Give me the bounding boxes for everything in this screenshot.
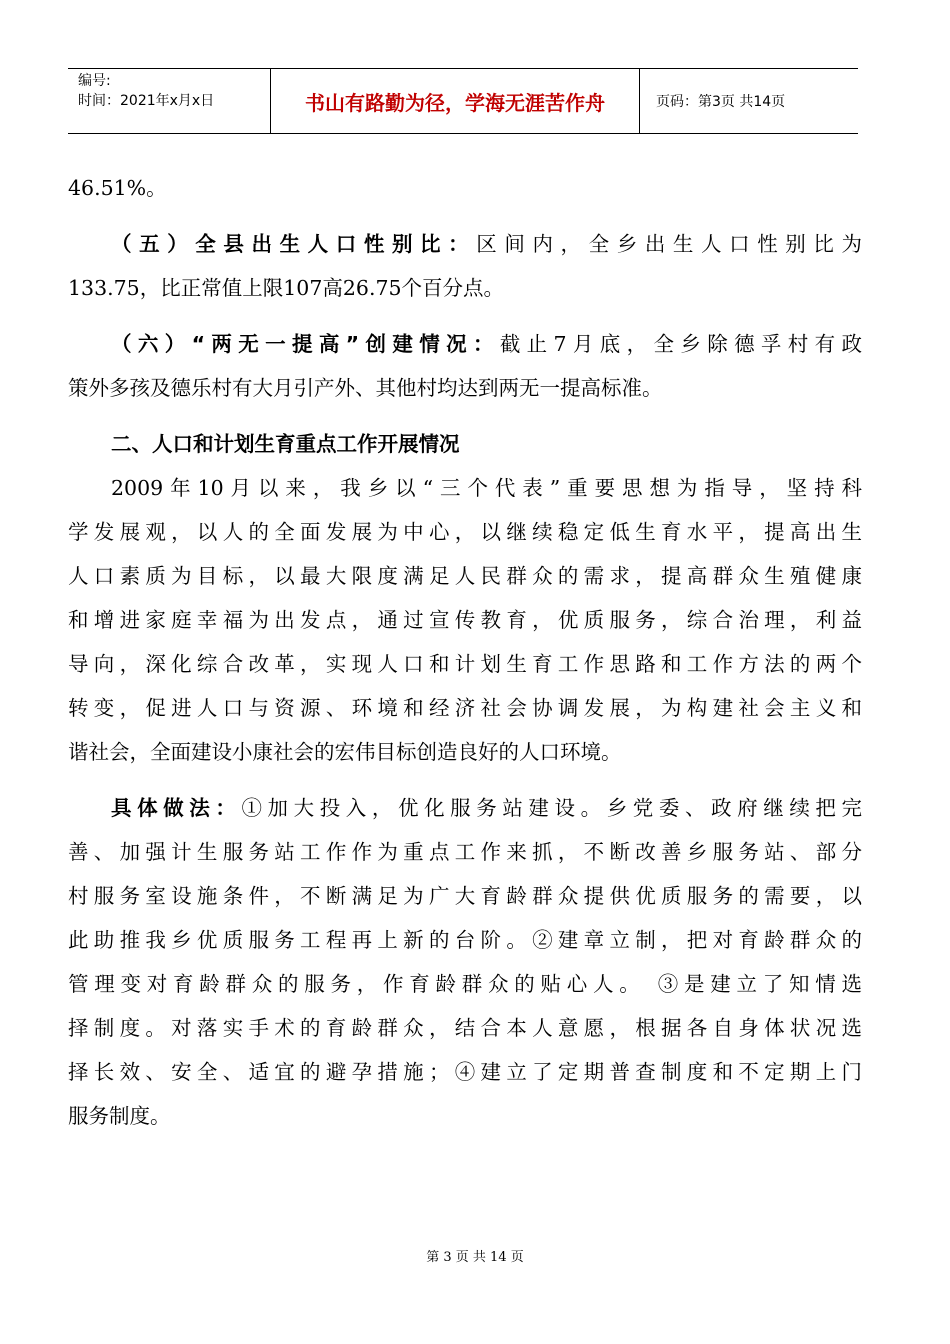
paragraph-line: 村服务室设施条件，不断满足为广大育龄群众提供优质服务的需要，以 [68,884,862,908]
paragraph-heading: 具体做法： [111,796,242,820]
paragraph-line: 46.51%。 [68,176,167,200]
paragraph-text: 截止7月底，全乡除德孚村有政 [499,332,862,356]
paragraph-measures [68,786,862,1138]
paragraph-two-no-one-raise [68,322,862,410]
paragraph-line: 谐社会，全面建设小康社会的宏伟目标创造良好的人口环境。 [68,740,622,764]
paragraph-line: 2009年10月以来，我乡以“三个代表”重要思想为指导，坚持科 [111,476,862,500]
paragraph-line: 133.75，比正常值上限107高26.75个百分点。 [68,276,505,300]
paragraph-line: 善、加强计生服务站工作作为重点工作来抓，不断改善乡服务站、部分 [68,840,862,864]
paragraph-line: 此助推我乡优质服务工程再上新的台阶。②建章立制，把对育龄群众的 [68,928,862,952]
page-footer: 第 3 页 共 14 页 [426,1250,524,1265]
paragraph-line: 人口素质为目标，以最大限度满足人民群众的需求，提高群众生殖健康 [68,564,862,588]
paragraph-line [68,786,862,830]
paragraph-text: 区间内，全乡出生人口性别比为 [476,232,862,256]
paragraph-text: ①加大投入，优化服务站建设。乡党委、政府继续把完 [241,796,862,820]
document-time-label: 时间：2021年x月x日 [78,93,215,109]
paragraph-sex-ratio [68,222,862,310]
header-motto: 书山有路勤为径，学海无涯苦作舟 [270,69,640,133]
paragraph-heading: （五）全县出生人口性别比： [111,232,477,256]
document-number-label: 编号: [78,73,111,89]
page-header [68,68,858,134]
paragraph-line: 服务制度。 [68,1104,171,1128]
paragraph-line: 择制度。对落实手术的育龄群众，结合本人意愿，根据各自身体状况选 [68,1016,862,1040]
paragraph-line: 和增进家庭幸福为出发点，通过宣传教育，优质服务，综合治理，利益 [68,608,862,632]
paragraph-line: 转变，促进人口与资源、环境和经济社会协调发展，为构建社会主义和 [68,696,862,720]
document-body [68,166,862,1138]
paragraph-line: 导向，深化综合改革，实现人口和计划生育工作思路和工作方法的两个 [68,652,862,676]
paragraph-line: 管理变对育龄群众的服务，作育龄群众的贴心人。 ③是建立了知情选 [68,972,862,996]
paragraph-line: 策外多孩及德乐村有大月引产外、其他村均达到两无一提高标准。 [68,376,663,400]
header-page-number: 页码：第3页 共14页 [656,94,786,110]
paragraph-line [68,322,862,366]
paragraph-heading: （六）“两无一提高”创建情况： [111,332,500,356]
paragraph-line: 学发展观，以人的全面发展为中心，以继续稳定低生育水平，提高出生 [68,520,862,544]
paragraph-line [68,222,862,266]
section-heading: 二、人口和计划生育重点工作开展情况 [111,432,460,456]
header-meta [68,69,270,133]
paragraph-overview [68,466,862,774]
paragraph-line: 择长效、安全、适宜的避孕措施；④建立了定期普查制度和不定期上门 [68,1060,862,1084]
